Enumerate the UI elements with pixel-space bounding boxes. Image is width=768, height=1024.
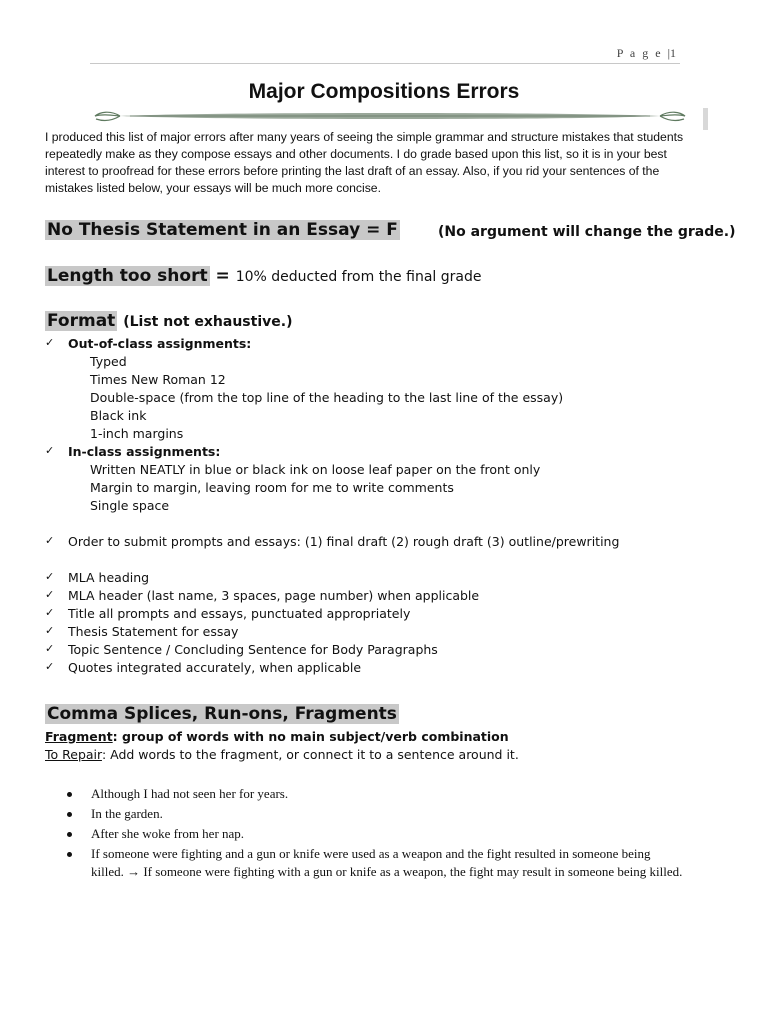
check-icon: ✓	[45, 570, 55, 583]
checklist-item: Quotes integrated accurately, when applicable	[68, 660, 362, 675]
page-number-value: 1	[670, 46, 678, 60]
in-class-item: Margin to margin, leaving room for me to write comments	[90, 480, 454, 495]
format-section	[45, 311, 292, 331]
fragment-term: Fragment	[45, 729, 113, 744]
intro-line: I produced this list of major errors after many years of seeing the simple grammar and structure mistakes that students	[45, 130, 684, 144]
title-ornament	[90, 106, 690, 126]
checklist-item: MLA header (last name, 3 spaces, page number) when applicable	[68, 588, 480, 603]
length-heading: Length too short	[47, 266, 208, 286]
order-text: Order to submit prompts and essays: (1) final draft (2) rough draft (3) outline/prewriting	[68, 534, 620, 549]
check-icon: ✓	[45, 336, 55, 349]
check-icon: ✓	[45, 624, 55, 637]
out-of-class-item: 1-inch margins	[90, 426, 184, 441]
thesis-section	[45, 220, 400, 240]
check-icon: ✓	[45, 534, 55, 547]
page-separator: |	[667, 46, 670, 60]
intro-line: interest to proofread for these errors before printing the last draft of an essay. Also, if you rid your sentences of the	[45, 164, 660, 178]
fragment-def: : group of words with no main subject/verb combination	[112, 729, 509, 744]
bullet-icon	[67, 812, 72, 817]
thesis-heading: No Thesis Statement in an Essay = F	[47, 220, 398, 240]
comma-heading: Comma Splices, Run-ons, Fragments	[47, 704, 397, 724]
checklist-item: Topic Sentence / Concluding Sentence for Body Paragraphs	[68, 642, 438, 657]
thesis-note: (No argument will change the grade.)	[438, 224, 736, 240]
page-label: P a g e	[616, 46, 663, 60]
check-icon: ✓	[45, 660, 55, 673]
checklist-item: Title all prompts and essays, punctuated appropriately	[68, 606, 411, 621]
checklist-item: MLA heading	[68, 570, 150, 585]
example-item: Although I had not seen her for years.	[91, 786, 289, 801]
repair-def: : Add words to the fragment, or connect it to a sentence around it.	[101, 747, 519, 762]
check-icon: ✓	[45, 444, 55, 457]
example-item: After she woke from her nap.	[91, 826, 245, 841]
bullet-icon	[67, 852, 72, 857]
page-number	[560, 46, 678, 61]
check-icon: ✓	[45, 642, 55, 655]
intro-line: repeatedly make as they compose essays and other documents. I do grade based upon this list, so it is in your best	[45, 147, 667, 161]
bullet-icon	[67, 792, 72, 797]
repair-definition	[45, 747, 519, 762]
out-of-class-item: Double-space (from the top line of the heading to the last line of the essay)	[90, 390, 564, 405]
intro-paragraph	[45, 129, 725, 197]
length-section	[45, 266, 481, 286]
out-of-class-label: Out-of-class assignments:	[68, 336, 252, 351]
example-item-continued: killed. → If someone were fighting with a gun or knife as a weapon, the fight may result in someone being killed.	[91, 864, 683, 879]
out-of-class-item: Times New Roman 12	[90, 372, 226, 387]
in-class-item: Written NEATLY in blue or black ink on loose leaf paper on the front only	[90, 462, 541, 477]
comma-section	[45, 704, 399, 724]
bullet-icon	[67, 832, 72, 837]
check-icon: ✓	[45, 606, 55, 619]
format-note: (List not exhaustive.)	[123, 314, 293, 330]
length-equals: =	[215, 266, 230, 286]
out-of-class-item: Black ink	[90, 408, 147, 423]
ornament-edge	[703, 108, 708, 130]
repair-term: To Repair	[45, 747, 102, 762]
document-title: Major Compositions Errors	[248, 80, 520, 103]
length-note: 10% deducted from the final grade	[235, 269, 482, 285]
checklist-item: Thesis Statement for essay	[68, 624, 239, 639]
intro-line: mistakes listed below, your essays will be much more concise.	[45, 181, 381, 195]
header-rule	[90, 63, 680, 64]
example-item: In the garden.	[91, 806, 163, 821]
example-item: If someone were fighting and a gun or knife were used as a weapon and the fight resulted in someone being	[91, 846, 651, 861]
out-of-class-item: Typed	[90, 354, 127, 369]
fragment-definition	[45, 729, 509, 744]
check-icon: ✓	[45, 588, 55, 601]
in-class-item: Single space	[90, 498, 170, 513]
format-heading: Format	[47, 311, 116, 331]
in-class-label: In-class assignments:	[68, 444, 221, 459]
